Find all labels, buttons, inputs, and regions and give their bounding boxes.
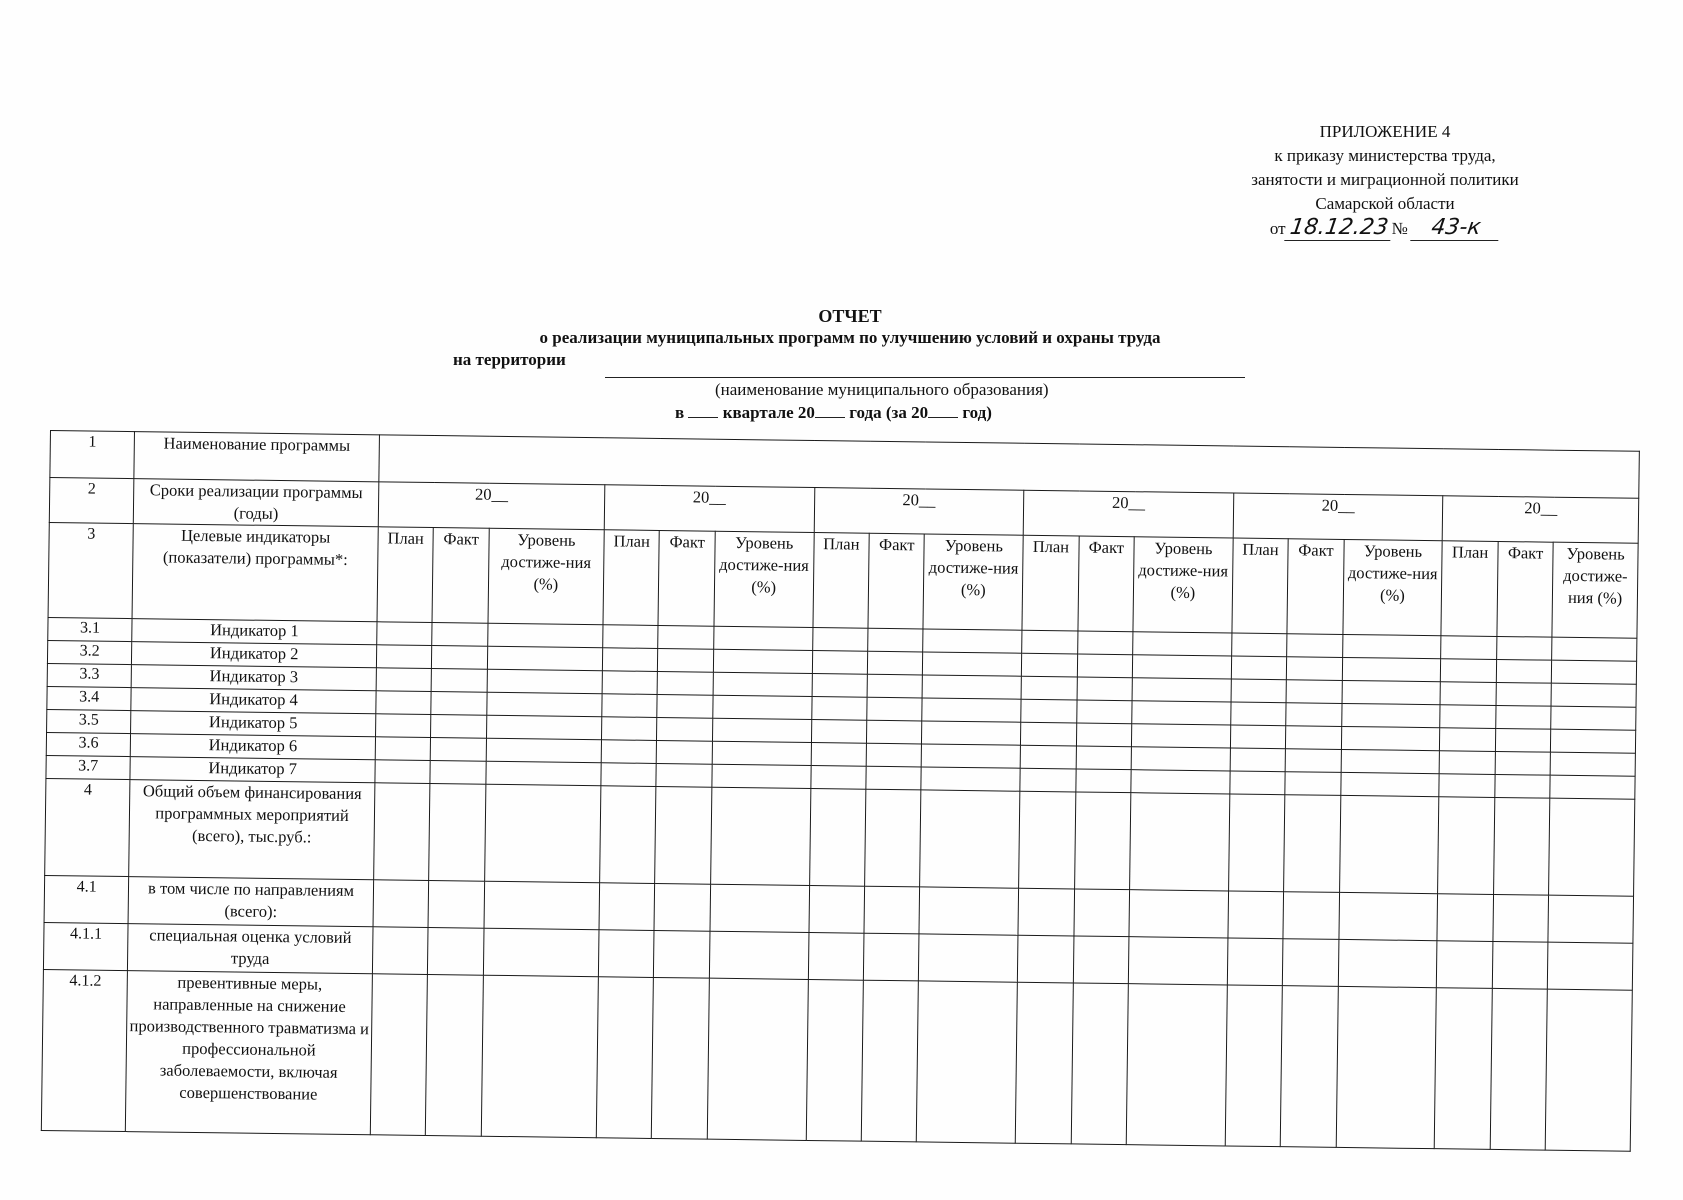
data-cell[interactable] xyxy=(376,645,432,669)
year-header-1: 20__ xyxy=(378,482,605,530)
row-number: 3.4 xyxy=(47,686,132,710)
data-cell[interactable] xyxy=(922,721,1021,745)
data-cell[interactable] xyxy=(812,673,868,697)
data-cell[interactable] xyxy=(709,931,808,979)
subheader-plan: План xyxy=(1022,535,1079,631)
appendix-title: ПРИЛОЖЕНИЕ 4 xyxy=(1319,122,1451,141)
data-cell[interactable] xyxy=(372,927,428,975)
row-number: 3.7 xyxy=(46,755,131,779)
data-cell[interactable] xyxy=(1132,701,1231,725)
data-cell[interactable] xyxy=(1132,678,1231,702)
data-cell[interactable] xyxy=(375,760,431,784)
data-cell[interactable] xyxy=(710,884,809,932)
row-number: 2 xyxy=(49,478,134,524)
data-cell[interactable] xyxy=(1131,770,1230,794)
data-cell[interactable] xyxy=(1131,747,1230,771)
data-cell[interactable] xyxy=(1077,631,1133,655)
data-cell[interactable] xyxy=(373,880,429,928)
data-cell[interactable] xyxy=(657,717,713,741)
table-row-preventive-measures xyxy=(41,969,1632,1151)
data-cell[interactable] xyxy=(865,789,922,887)
subheader-plan: План xyxy=(1232,538,1289,634)
data-cell[interactable] xyxy=(1551,706,1636,730)
data-cell[interactable] xyxy=(1283,939,1339,987)
row-label: специальная оценка условий труда xyxy=(128,924,373,974)
row-label: Индикатор 1 xyxy=(132,619,377,645)
row-label: Целевые индикаторы (показатели) программы*: xyxy=(132,524,378,622)
row-number: 3.2 xyxy=(47,640,132,664)
data-cell[interactable] xyxy=(1021,653,1077,677)
data-cell[interactable] xyxy=(1231,656,1287,680)
data-cell[interactable] xyxy=(811,742,867,766)
subheader-fact: Факт xyxy=(432,528,489,624)
data-cell[interactable] xyxy=(657,694,713,718)
data-cell[interactable] xyxy=(812,627,868,651)
data-cell[interactable] xyxy=(1076,746,1132,770)
subheader-level: Уровень достиже-ния (%) xyxy=(923,534,1023,630)
data-cell[interactable] xyxy=(864,886,920,934)
data-cell[interactable] xyxy=(867,674,923,698)
handwritten-date: 18.12.23 xyxy=(1284,216,1393,241)
row-label: Индикатор 6 xyxy=(130,734,375,760)
data-cell[interactable] xyxy=(1075,769,1131,793)
data-cell[interactable] xyxy=(808,932,864,980)
year-blank-1 xyxy=(815,401,845,418)
appendix-line-3: Самарской области xyxy=(1315,194,1455,213)
subheader-level: Уровень достиже-ния (%) xyxy=(1343,539,1443,635)
data-cell[interactable] xyxy=(1339,892,1438,940)
data-cell[interactable] xyxy=(658,648,714,672)
row-number: 3 xyxy=(48,522,134,618)
data-cell[interactable] xyxy=(375,737,431,761)
handwritten-number: 43-к xyxy=(1410,216,1502,241)
row-number: 3.5 xyxy=(47,709,132,733)
data-cell[interactable] xyxy=(1228,891,1284,939)
data-cell[interactable] xyxy=(923,629,1022,653)
subheader-fact: Факт xyxy=(1078,536,1135,632)
data-cell[interactable] xyxy=(602,671,658,695)
data-cell[interactable] xyxy=(1549,798,1635,896)
report-title: ОТЧЕТ xyxy=(818,306,882,326)
data-cell[interactable] xyxy=(923,652,1022,676)
data-cell[interactable] xyxy=(1341,726,1440,750)
data-cell[interactable] xyxy=(652,977,710,1139)
data-cell[interactable] xyxy=(658,625,714,649)
data-cell[interactable] xyxy=(866,720,922,744)
data-cell[interactable] xyxy=(657,740,713,764)
data-cell[interactable] xyxy=(487,692,602,717)
subheader-plan: План xyxy=(603,530,660,626)
row-label: Индикатор 5 xyxy=(131,711,376,737)
data-cell[interactable] xyxy=(429,784,486,882)
row-label: в том числе по направлениям (всего): xyxy=(128,877,373,927)
subheader-level: Уровень достиже-ния (%) xyxy=(714,531,814,627)
data-cell[interactable] xyxy=(1284,795,1341,893)
data-cell[interactable] xyxy=(1439,774,1495,798)
row-number: 4.1 xyxy=(44,875,129,923)
row-label: Сроки реализации программы (годы) xyxy=(134,479,379,527)
row-number: 3.1 xyxy=(48,617,133,641)
row-number: 3.3 xyxy=(47,663,132,687)
number-label: № xyxy=(1391,219,1408,238)
report-table-wrap xyxy=(41,430,1640,1152)
data-cell[interactable] xyxy=(866,743,922,767)
data-cell[interactable] xyxy=(1231,633,1287,657)
data-cell[interactable] xyxy=(601,763,657,787)
territory-fill-line xyxy=(605,377,1245,378)
data-cell[interactable] xyxy=(1020,745,1076,769)
data-cell[interactable] xyxy=(714,626,813,650)
data-cell[interactable] xyxy=(487,669,602,694)
data-cell[interactable] xyxy=(487,646,602,671)
data-cell[interactable] xyxy=(1342,680,1441,704)
subheader-level: Уровень достиже-ния (%) xyxy=(488,528,604,624)
data-cell[interactable] xyxy=(1341,703,1440,727)
data-cell[interactable] xyxy=(603,625,659,649)
quarter-blank xyxy=(688,401,718,418)
data-cell[interactable] xyxy=(1077,677,1133,701)
data-cell[interactable] xyxy=(922,744,1021,768)
data-cell[interactable] xyxy=(810,765,866,789)
data-cell[interactable] xyxy=(809,885,865,933)
data-cell[interactable] xyxy=(601,717,657,741)
data-cell[interactable] xyxy=(1341,749,1440,773)
data-cell[interactable] xyxy=(1021,699,1077,723)
data-cell[interactable] xyxy=(1228,794,1285,892)
data-cell[interactable] xyxy=(598,930,654,978)
data-cell[interactable] xyxy=(1550,775,1635,799)
data-cell[interactable] xyxy=(710,787,810,885)
year-header-3: 20__ xyxy=(814,488,1024,536)
year-header-2: 20__ xyxy=(604,485,814,533)
appendix-line-2: занятости и миграционной политики xyxy=(1251,170,1519,189)
data-cell[interactable] xyxy=(426,974,484,1136)
data-cell[interactable] xyxy=(486,715,601,740)
data-cell[interactable] xyxy=(431,715,487,739)
data-cell[interactable] xyxy=(1437,894,1493,942)
row-label: Индикатор 7 xyxy=(130,757,375,783)
data-cell[interactable] xyxy=(917,981,1018,1143)
subheader-fact: Факт xyxy=(1497,541,1554,637)
data-cell[interactable] xyxy=(599,883,655,931)
data-cell[interactable] xyxy=(655,786,712,884)
data-cell[interactable] xyxy=(1438,797,1495,895)
data-cell[interactable] xyxy=(1283,892,1339,940)
data-cell[interactable] xyxy=(1287,634,1343,658)
data-cell[interactable] xyxy=(1021,722,1077,746)
data-cell[interactable] xyxy=(1286,680,1342,704)
row-label: Индикатор 4 xyxy=(131,688,376,714)
row-number: 1 xyxy=(50,431,135,479)
data-cell[interactable] xyxy=(430,761,486,785)
data-cell[interactable] xyxy=(1132,655,1231,679)
data-cell[interactable] xyxy=(600,786,657,884)
data-cell[interactable] xyxy=(1230,748,1286,772)
data-cell[interactable] xyxy=(1019,791,1076,889)
data-cell[interactable] xyxy=(428,880,484,928)
data-cell[interactable] xyxy=(863,933,919,981)
data-cell[interactable] xyxy=(712,741,811,765)
data-cell[interactable] xyxy=(431,738,487,762)
period-line xyxy=(675,401,992,423)
data-cell[interactable] xyxy=(921,767,1020,791)
appendix-line-1: к приказу министерства труда, xyxy=(1274,146,1496,165)
year-header-5: 20__ xyxy=(1233,493,1443,541)
data-cell[interactable] xyxy=(657,671,713,695)
row-number: 4.1.1 xyxy=(43,922,128,970)
data-cell[interactable] xyxy=(486,761,601,786)
data-cell[interactable] xyxy=(919,934,1018,982)
subheader-fact: Факт xyxy=(868,533,925,629)
subheader-level: Уровень достиже-ния (%) xyxy=(1133,537,1233,633)
data-cell[interactable] xyxy=(1342,657,1441,681)
data-cell[interactable] xyxy=(1074,889,1130,937)
data-cell[interactable] xyxy=(376,668,432,692)
data-cell[interactable] xyxy=(486,738,601,763)
data-cell[interactable] xyxy=(1286,726,1342,750)
data-cell[interactable] xyxy=(1338,939,1437,987)
data-cell[interactable] xyxy=(1496,636,1552,660)
data-cell[interactable] xyxy=(432,646,488,670)
data-cell[interactable] xyxy=(1493,797,1550,895)
data-cell[interactable] xyxy=(602,648,658,672)
data-cell[interactable] xyxy=(1073,936,1129,984)
data-cell[interactable] xyxy=(654,883,710,931)
data-cell[interactable] xyxy=(811,696,867,720)
data-cell[interactable] xyxy=(1280,986,1338,1148)
subheader-fact: Факт xyxy=(658,530,715,626)
data-cell[interactable] xyxy=(1341,772,1440,796)
data-cell[interactable] xyxy=(1336,986,1437,1148)
subheader-level: Уровень достиже-ния (%) xyxy=(1552,542,1638,638)
data-cell[interactable] xyxy=(1437,941,1493,989)
data-cell[interactable] xyxy=(868,628,924,652)
data-cell[interactable] xyxy=(1076,723,1132,747)
data-cell[interactable] xyxy=(1440,705,1496,729)
data-cell[interactable] xyxy=(1440,682,1496,706)
data-cell[interactable] xyxy=(1490,988,1548,1150)
data-cell[interactable] xyxy=(1230,702,1286,726)
data-cell[interactable] xyxy=(373,783,430,881)
data-cell[interactable] xyxy=(1126,984,1227,1146)
data-cell[interactable] xyxy=(1225,985,1283,1147)
data-cell[interactable] xyxy=(1551,683,1636,707)
year-blank-2 xyxy=(928,401,958,418)
row-number: 4.1.2 xyxy=(41,969,127,1131)
data-cell[interactable] xyxy=(481,975,598,1137)
data-cell[interactable] xyxy=(375,714,431,738)
subheader-fact: Факт xyxy=(1287,539,1344,635)
data-cell[interactable] xyxy=(867,697,923,721)
data-cell[interactable] xyxy=(1130,793,1230,891)
data-cell[interactable] xyxy=(1227,938,1283,986)
data-cell[interactable] xyxy=(1017,935,1073,983)
data-cell[interactable] xyxy=(1022,630,1078,654)
data-cell[interactable] xyxy=(806,979,864,1141)
row-label: Общий объем финансирования программных мероприятий (всего), тыс.руб.: xyxy=(129,780,375,880)
subheader-plan: План xyxy=(377,527,434,623)
data-cell[interactable] xyxy=(1286,703,1342,727)
subheader-plan: План xyxy=(812,533,869,629)
data-cell[interactable] xyxy=(1439,751,1495,775)
period-suffix: год) xyxy=(962,403,992,422)
territory-label: на территории xyxy=(453,350,566,369)
data-cell[interactable] xyxy=(596,977,654,1139)
data-cell[interactable] xyxy=(812,650,868,674)
row-label: Индикатор 3 xyxy=(131,665,376,691)
data-cell[interactable] xyxy=(1018,888,1074,936)
data-cell[interactable] xyxy=(1495,728,1551,752)
data-cell[interactable] xyxy=(431,669,487,693)
data-cell[interactable] xyxy=(1496,705,1552,729)
data-cell[interactable] xyxy=(370,974,428,1136)
data-cell[interactable] xyxy=(1548,942,1633,990)
report-table xyxy=(41,430,1640,1152)
row-label: Индикатор 2 xyxy=(132,642,377,668)
appendix-block xyxy=(1200,120,1570,241)
data-cell[interactable] xyxy=(1285,749,1341,773)
data-cell[interactable] xyxy=(811,719,867,743)
order-date-number-line xyxy=(1200,216,1570,241)
data-cell[interactable] xyxy=(1129,890,1228,938)
row-label: превентивные меры, направленные на снижение производственного травматизма и профессиональной заболеваемости, включая совершенствование xyxy=(126,971,373,1135)
data-cell[interactable] xyxy=(602,694,658,718)
data-cell[interactable] xyxy=(376,691,432,715)
data-cell[interactable] xyxy=(484,784,600,882)
data-cell[interactable] xyxy=(1231,679,1287,703)
data-cell[interactable] xyxy=(1441,636,1497,660)
data-cell[interactable] xyxy=(712,764,811,788)
data-cell[interactable] xyxy=(1128,937,1227,985)
data-cell[interactable] xyxy=(1074,792,1131,890)
data-cell[interactable] xyxy=(919,887,1018,935)
row-label: Наименование программы xyxy=(134,432,379,482)
data-cell[interactable] xyxy=(1546,989,1633,1151)
data-cell[interactable] xyxy=(712,718,811,742)
data-cell[interactable] xyxy=(1021,676,1077,700)
data-cell[interactable] xyxy=(428,927,484,975)
data-cell[interactable] xyxy=(1496,659,1552,683)
data-cell[interactable] xyxy=(1132,724,1231,748)
data-cell[interactable] xyxy=(656,763,712,787)
data-cell[interactable] xyxy=(922,698,1021,722)
data-cell[interactable] xyxy=(601,740,657,764)
period-year: года (за 20 xyxy=(849,403,929,422)
data-cell[interactable] xyxy=(1015,982,1073,1144)
data-cell[interactable] xyxy=(377,622,433,646)
naming-note: (наименование муниципального образования) xyxy=(715,380,1049,399)
data-cell[interactable] xyxy=(866,766,922,790)
data-cell[interactable] xyxy=(1496,682,1552,706)
data-cell[interactable] xyxy=(713,695,812,719)
data-cell[interactable] xyxy=(1133,632,1232,656)
data-cell[interactable] xyxy=(1550,752,1635,776)
year-header-6: 20__ xyxy=(1443,496,1639,544)
data-cell[interactable] xyxy=(1285,772,1341,796)
data-cell[interactable] xyxy=(488,623,603,648)
subheader-plan: План xyxy=(1441,541,1498,637)
from-label: от xyxy=(1269,219,1286,238)
data-cell[interactable] xyxy=(1551,729,1636,753)
data-cell[interactable] xyxy=(713,672,812,696)
data-cell[interactable] xyxy=(484,881,600,930)
data-cell[interactable] xyxy=(1076,700,1132,724)
report-subtitle: о реализации муниципальных программ по улучшению условий и охраны труда xyxy=(539,328,1161,347)
data-cell[interactable] xyxy=(432,623,488,647)
data-cell[interactable] xyxy=(1552,637,1637,661)
year-header-4: 20__ xyxy=(1023,490,1233,538)
data-cell[interactable] xyxy=(707,978,808,1140)
data-cell[interactable] xyxy=(1342,634,1441,658)
data-cell[interactable] xyxy=(1287,657,1343,681)
period-quarter: квартале 20 xyxy=(722,403,815,422)
row-number: 4 xyxy=(45,778,131,876)
data-cell[interactable] xyxy=(1548,895,1633,943)
data-cell[interactable] xyxy=(1020,768,1076,792)
data-cell[interactable] xyxy=(1435,988,1493,1150)
data-cell[interactable] xyxy=(713,649,812,673)
report-title-block xyxy=(440,305,1260,349)
data-cell[interactable] xyxy=(1495,774,1551,798)
data-cell[interactable] xyxy=(1071,983,1129,1145)
data-cell[interactable] xyxy=(483,928,599,977)
data-cell[interactable] xyxy=(1230,771,1286,795)
data-cell[interactable] xyxy=(1552,660,1637,684)
row-number: 3.6 xyxy=(46,732,131,756)
data-cell[interactable] xyxy=(861,980,919,1142)
data-cell[interactable] xyxy=(1492,941,1548,989)
data-cell[interactable] xyxy=(867,651,923,675)
period-prefix: в xyxy=(675,403,685,422)
data-cell[interactable] xyxy=(1493,894,1549,942)
data-cell[interactable] xyxy=(809,788,866,886)
data-cell[interactable] xyxy=(1440,728,1496,752)
data-cell[interactable] xyxy=(1230,725,1286,749)
data-cell[interactable] xyxy=(1441,659,1497,683)
data-cell[interactable] xyxy=(1339,795,1439,893)
data-cell[interactable] xyxy=(923,675,1022,699)
data-cell[interactable] xyxy=(920,790,1020,888)
data-cell[interactable] xyxy=(1495,751,1551,775)
data-cell[interactable] xyxy=(1077,654,1133,678)
data-cell[interactable] xyxy=(654,930,710,978)
data-cell[interactable] xyxy=(431,692,487,716)
